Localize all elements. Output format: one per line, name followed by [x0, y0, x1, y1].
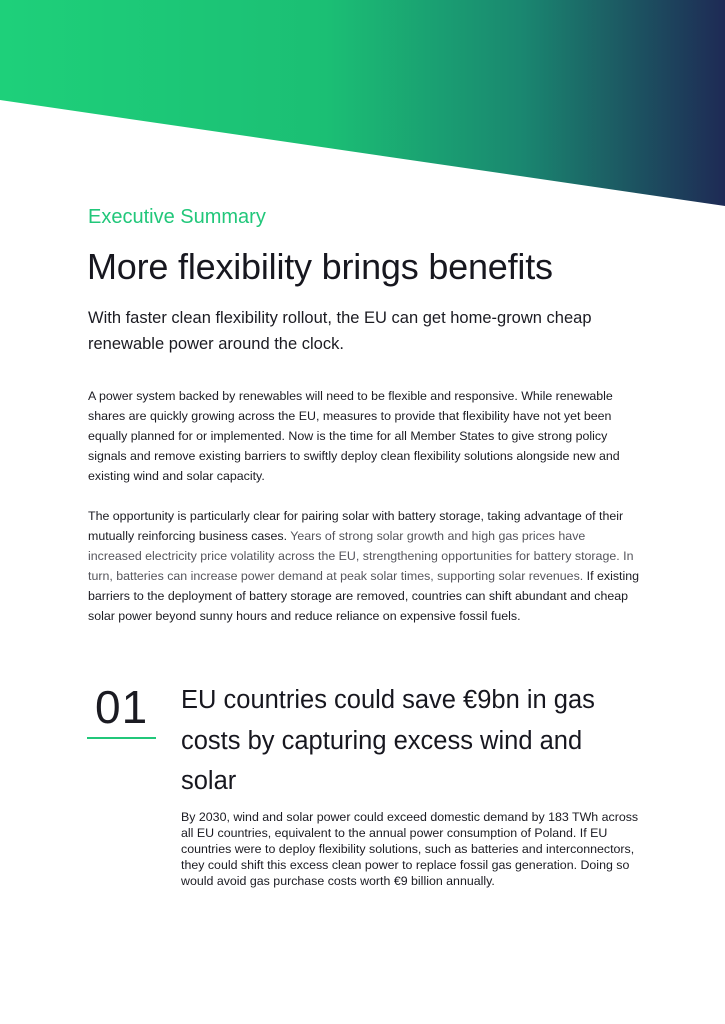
- finding-number: 01: [95, 681, 149, 733]
- page-title: More flexibility brings benefits: [87, 246, 553, 287]
- body-paragraph-2: [88, 506, 640, 626]
- body-paragraph-1: A power system backed by renewables will need to be flexible and responsive. While renewable shares are quickly growing across the EU, measures to provide that flexibility have not yet been equally planned for or implemented. Now is the time for all Member States to give strong policy signals and remove existing barriers to swiftly deploy clean flexibility solutions alongside new and existing wind and solar capacity.: [88, 389, 620, 483]
- finding-number-underline: [87, 737, 156, 739]
- paragraph-2-conclusion: If existing barriers to the deployment of battery storage are removed, countries can shift abundant and cheap solar power beyond sunny hours and reduce reliance on expensive fossil fuels.: [88, 569, 639, 623]
- header-gradient-banner: [0, 0, 725, 210]
- finding-body: By 2030, wind and solar power could exceed domestic demand by 183 TWh across all EU countries, equivalent to the annual power consumption of Poland. If EU countries were to deploy flexibility solutions, such as batteries and interconnectors, they could shift this excess clean power to replace fossil gas generation. Doing so would avoid gas purchase costs worth €9 billion annually.: [181, 810, 639, 888]
- paragraph-2-detail: Years of strong solar growth and high gas prices have increased electricity price volatility across the EU, strengthening opportunities for battery storage. In turn, batteries can increase power demand at peak solar times, supporting solar revenues.: [88, 529, 634, 583]
- section-label: Executive Summary: [88, 206, 266, 228]
- paragraph-2-intro: The opportunity is particularly clear for pairing solar with battery storage, taking advantage of their mutually reinforcing business cases.: [88, 509, 624, 543]
- finding-title: EU countries could save €9bn in gas costs by capturing excess wind and solar: [181, 686, 595, 795]
- lead-paragraph: With faster clean flexibility rollout, the EU can get home-grown cheap renewable power around the clock.: [88, 309, 592, 353]
